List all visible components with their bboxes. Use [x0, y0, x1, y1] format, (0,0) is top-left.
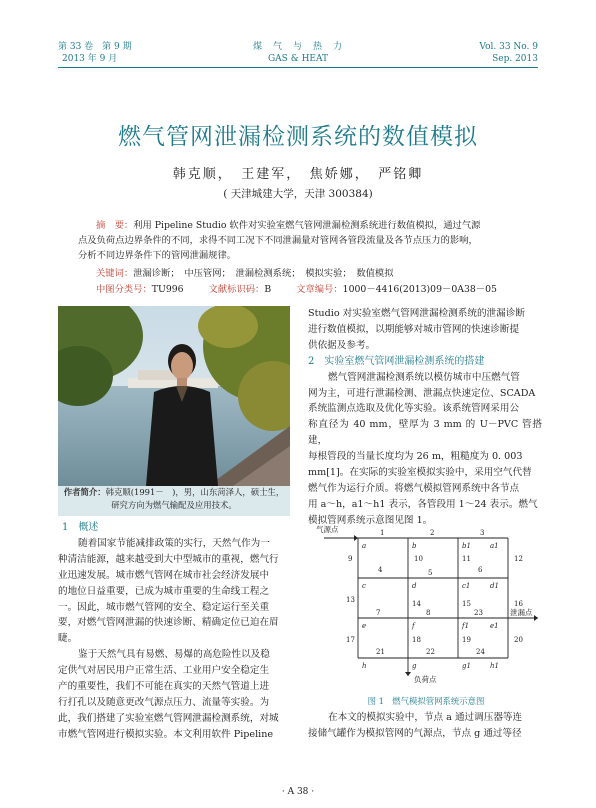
clc-label: 中图分类号：: [96, 284, 152, 295]
gas-source-label: 气源点: [316, 525, 339, 534]
pipe-label: 14: [412, 600, 421, 608]
affiliation: ( 天津城建大学，天津 300384): [223, 188, 373, 200]
node-label: f1: [462, 622, 470, 630]
node-label: a1: [490, 542, 499, 550]
page-number: · A 38 ·: [281, 787, 315, 797]
article-no-value: 1000－4416(2013)09－0A38－05: [342, 284, 497, 295]
keywords: [96, 266, 536, 281]
text-line: 供依据及参考。: [308, 339, 376, 351]
section1-heading: 1 概述: [62, 522, 99, 533]
text-line: 在本文的模拟实验中，节点 a 通过调压器等连: [328, 712, 523, 723]
pipe-network-diagram: [310, 516, 542, 688]
right-column: [308, 306, 542, 529]
text-line: mm[1]。在实际的实验室模拟实验中，采用空气代替: [308, 467, 532, 479]
pipe-label: 4: [378, 566, 383, 574]
pipe-label: 20: [514, 636, 523, 644]
node-label: e1: [490, 622, 499, 630]
node-label: d: [412, 582, 417, 590]
left-column: [58, 520, 290, 743]
bio-line: 研究方向为燃气输配及应用技术。: [111, 500, 237, 510]
pipe-label: 3: [480, 529, 485, 537]
figure-1-caption: 图 1 燃气模拟管网系统示意图: [367, 696, 485, 706]
section1-para1: [58, 536, 290, 552]
node-label: g1: [462, 662, 471, 670]
text-line: 随着国家节能减排政策的实行，天然气作为一: [78, 537, 270, 549]
node-label: e: [362, 622, 367, 630]
text-line: 睫。: [58, 633, 78, 645]
right-column-bottom: [308, 710, 542, 742]
abstract: [78, 218, 528, 263]
authors: 韩克顺， 王建军， 焦娇娜， 严铭卿: [172, 167, 424, 182]
author-photo-image: [58, 306, 290, 486]
text-line: 产的重要性，我们不可能在真实的天然气管道上进: [58, 681, 270, 693]
node-label: g: [412, 662, 417, 670]
pipe-label: 9: [348, 555, 353, 563]
load-point-label: 负荷点: [414, 675, 437, 684]
text-line: 市燃气管网进行模拟实验。本文利用软件 Pipeline: [58, 728, 274, 740]
author-photo: [58, 306, 290, 486]
pipe-label: 10: [414, 555, 423, 563]
pipe-label: 8: [426, 609, 431, 617]
pipe-label: 12: [514, 555, 523, 563]
journal-name-en: GAS & HEAT: [267, 54, 329, 64]
pipe-label: 7: [376, 609, 381, 617]
text-line: 燃气作为运行介质。将燃气模拟管网系统中各节点: [308, 482, 520, 494]
leak-point-label: 泄漏点: [510, 608, 533, 617]
text-line: 要，对燃气管网泄漏的快速诊断、精确定位已迫在眉: [58, 617, 279, 629]
abstract-line: 利用 Pipeline Studio 软件对实验室燃气管网泄漏检测系统进行数值模拟，通过气源: [133, 220, 481, 231]
journal-volume-en: Vol. 33 No. 9: [479, 42, 538, 52]
text-line: 模拟管网系统示意图见图 1。: [308, 514, 433, 526]
journal-name: 煤 气 与 热 力: [252, 42, 343, 52]
abstract-line: 分析不同边界条件下的管网泄漏规律。: [78, 250, 237, 261]
pipe-label: 24: [476, 648, 485, 656]
pipe-label: 5: [428, 569, 433, 577]
clc-value: TU996: [151, 284, 184, 295]
pipe-label: 6: [478, 566, 483, 574]
text-line: 定供气对居民用户正常生活、工业用户安全稳定生: [58, 665, 270, 677]
text-line: 行打孔以及随意更改气源点压力、流量等实验。为: [58, 696, 270, 708]
text-line: 用 a～h，a1～h1 表示，各管段用 1～24 表示。燃气: [308, 498, 538, 510]
journal-volume: 第 33 卷 第 9 期: [58, 42, 132, 52]
pipe-label: 15: [462, 600, 471, 608]
text-line: 系统监测点选取及优化等实验。该系统管网采用公: [308, 403, 520, 415]
node-label: c1: [462, 582, 471, 590]
pipe-label: 21: [376, 648, 385, 656]
text-line: 进行数值模拟，以期能够对城市管网的快速诊断提: [308, 323, 520, 335]
section2-heading: 2 实验室燃气管网泄漏检测系统的搭建: [308, 355, 485, 367]
abstract-line: 点及负荷点边界条件的不同，求得不同工况下不同泄漏量对管网各管段流量及各节点压力的影响，: [78, 235, 478, 246]
pipe-label: 2: [430, 529, 435, 537]
pipe-label: 22: [426, 648, 435, 656]
keywords-label: 关键词：: [96, 268, 134, 279]
doc-code-value: B: [264, 284, 272, 295]
node-label: d1: [490, 582, 499, 590]
node-label: b1: [462, 542, 471, 550]
abstract-label: 摘 要：: [96, 220, 134, 231]
bio-label: 作者简介：: [63, 487, 106, 497]
header-rule: [58, 67, 538, 68]
text-line: 称直径为 40 mm，壁厚为 3 mm 的 U－PVC 管搭建，: [308, 419, 542, 447]
pipe-label: 16: [514, 600, 523, 608]
text-line: 每根管段的当量长度均为 26 m，粗糙度为 0. 003: [308, 451, 523, 463]
journal-date-en: Sep. 2013: [492, 54, 538, 64]
text-line: 网为主，可进行泄漏检测、泄漏点快速定位、SCADA: [308, 387, 536, 399]
doc-code-label: 文献标识码：: [208, 284, 265, 295]
text-line: 的地位日益重要，已成为城市重要的生命线工程之: [58, 585, 270, 597]
node-label: h: [362, 662, 367, 670]
pipe-label: 19: [462, 636, 471, 644]
node-label: a: [362, 542, 367, 550]
text-line: 一。因此，城市燃气管网的安全、稳定运行至关重: [58, 601, 270, 613]
text-line: 此，我们搭建了实验室燃气管网泄漏检测系统，对城: [58, 712, 279, 724]
pipe-label: 17: [346, 636, 355, 644]
keywords-text: 泄漏诊断； 中压管网； 泄漏检测系统； 模拟实验； 数值模拟: [133, 268, 394, 279]
figure-1: [310, 516, 542, 688]
node-label: f: [412, 622, 415, 630]
pipe-label: 23: [474, 609, 483, 617]
bio-line: 韩克顺(1991－ )，男，山东菏泽人，硕士生，: [105, 487, 285, 497]
classification: [96, 282, 536, 297]
text-line: Studio 对实验室燃气管网泄漏检测系统的泄漏诊断: [308, 308, 525, 319]
text-line: 业迅速发展。城市燃气管网在城市社会经济发展中: [58, 569, 270, 581]
pipe-label: 11: [462, 555, 471, 563]
node-label: b: [412, 542, 417, 550]
pipe-label: 18: [412, 636, 421, 644]
text-line: 种清洁能源，越来越受到大中型城市的重视，燃气行: [58, 553, 279, 565]
node-label: c: [362, 582, 366, 590]
pipe-label: 1: [380, 529, 385, 537]
article-title: 燃气管网泄漏检测系统的数值模拟: [118, 124, 478, 150]
article-no-label: 文章编号：: [296, 284, 343, 295]
author-bio: [58, 486, 290, 516]
text-line: 燃气管网泄漏检测系统以模仿城市中压燃气管: [328, 371, 520, 383]
node-label: h1: [490, 662, 499, 670]
text-line: 接储气罐作为模拟管网的气源点，节点 g 通过等径: [308, 727, 522, 739]
journal-date: 2013 年 9 月: [62, 54, 118, 64]
pipe-label: 13: [346, 596, 355, 604]
text-line: 鉴于天然气具有易燃、易爆的高危险性以及稳: [78, 649, 270, 661]
